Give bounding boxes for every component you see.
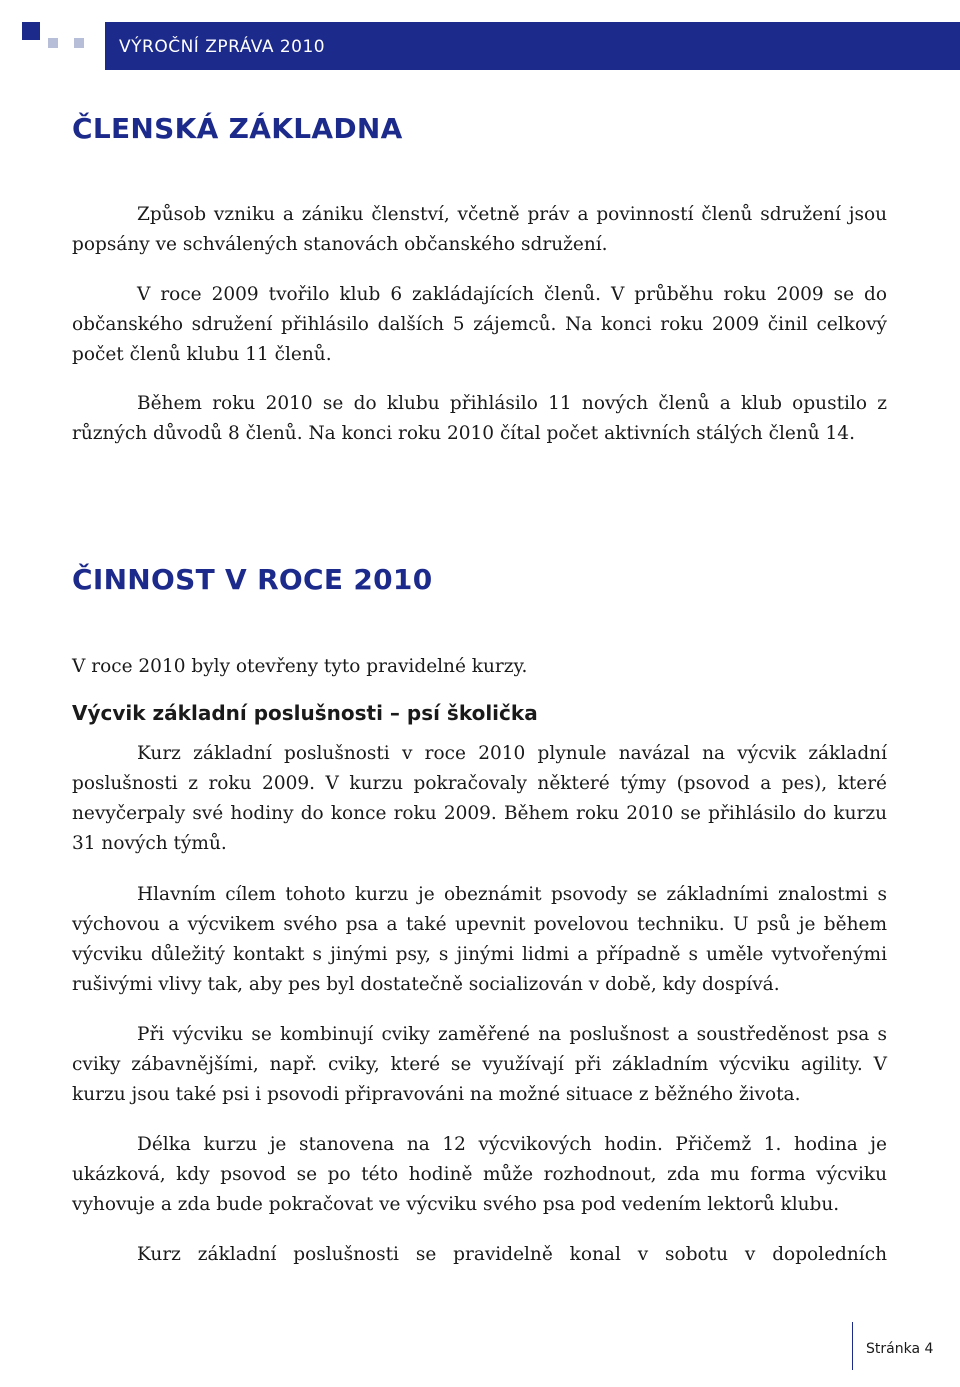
decorative-square-dark: [22, 22, 40, 40]
section-heading-activity: ČINNOST V ROCE 2010: [72, 563, 433, 596]
report-title-banner: [105, 22, 960, 70]
course-heading: Výcvik základní poslušnosti – psí školička: [72, 701, 538, 725]
paragraph: Při výcviku se kombinují cviky zaměřené na poslušnost a soustředěnost psa s cviky zábavnějšími, např. cviky, které se využívají při základním výcviku agility. V kurzu jsou také psi i psovodi připravováni na možné situace z běžného života.: [72, 1024, 887, 1105]
paragraph: Způsob vzniku a zániku členství, včetně práv a povinností členů sdružení jsou popsány ve schválených stanovách občanského sdružení.: [72, 204, 887, 255]
paragraph: Hlavním cílem tohoto kurzu je obeznámit psovody se základními znalostmi s výchovou a výcvikem svého psa a také upevnit povelovou techniku. U psů je během výcviku důležitý kontakt s jinými psy, s jinými lidmi a případně s uměle vytvořenými rušivými vlivy tak, aby pes byl dostatečně socializován v době, kdy dospívá.: [72, 884, 887, 995]
footer-divider: [852, 1322, 853, 1370]
decorative-square-light: [48, 38, 58, 48]
paragraph: Během roku 2010 se do klubu přihlásilo 11 nových členů a klub opustilo z různých důvodů 8 členů. Na konci roku 2010 čítal počet aktivních stálých členů 14.: [72, 393, 887, 444]
paragraph: Kurz základní poslušnosti v roce 2010 plynule navázal na výcvik základní poslušnosti z roku 2009. V kurzu pokračovaly některé týmy (psovod a pes), které nevyčerpaly své hodiny do konce roku 2009. Během roku 2010 se přihlásilo do kurzu 31 nových týmů.: [72, 743, 887, 854]
paragraph: Kurz základní poslušnosti se pravidelně konal v sobotu v dopoledních: [137, 1244, 887, 1265]
report-title: VÝROČNÍ ZPRÁVA 2010: [119, 37, 326, 57]
page-header: [0, 0, 960, 92]
section-heading-membership: ČLENSKÁ ZÁKLADNA: [72, 112, 403, 145]
paragraph: V roce 2009 tvořilo klub 6 zakládajících členů. V průběhu roku 2009 se do občanského sdružení přihlásilo dalších 5 zájemců. Na konci roku 2009 činil celkový počet členů klubu 11 členů.: [72, 284, 887, 365]
decorative-square-light: [74, 38, 84, 48]
paragraph: V roce 2010 byly otevřeny tyto pravidelné kurzy.: [72, 656, 528, 677]
page-number: Stránka 4: [866, 1341, 934, 1357]
paragraph: Délka kurzu je stanovena na 12 výcvikových hodin. Přičemž 1. hodina je ukázková, kdy psovod se po této hodině může rozhodnout, zda mu forma výcviku vyhovuje a zda bude pokračovat ve výcviku svého psa pod vedením lektorů klubu.: [72, 1134, 887, 1215]
